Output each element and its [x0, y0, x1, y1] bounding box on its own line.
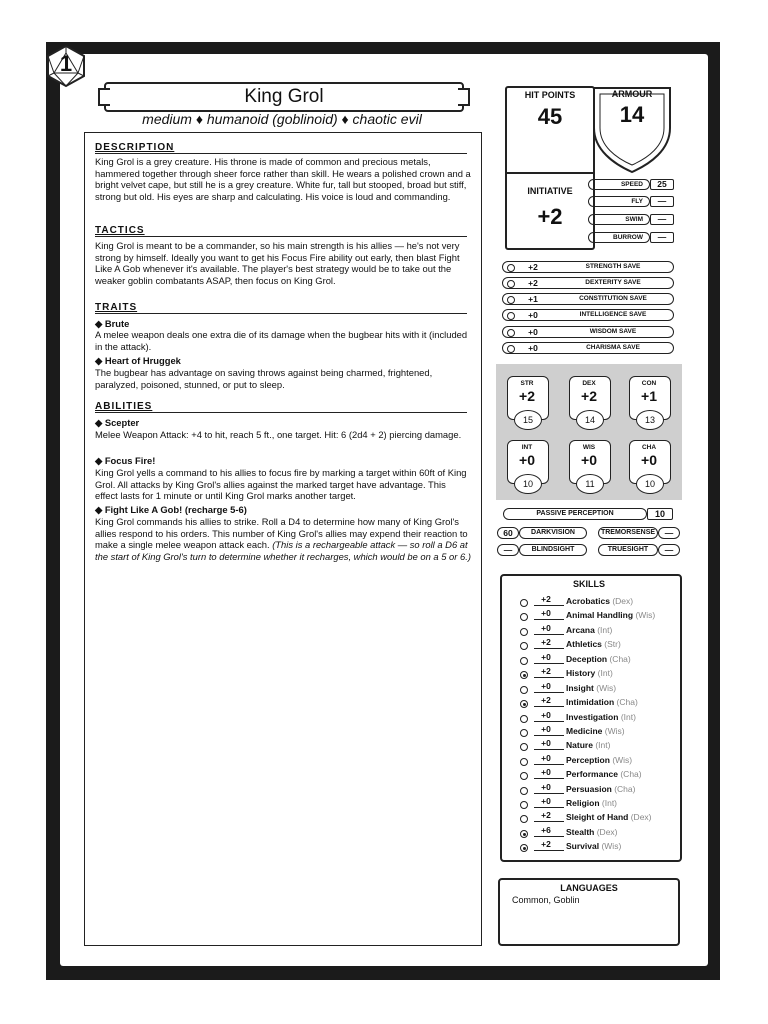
skill-mod: +2 — [541, 695, 551, 705]
ability-abbr: STR — [520, 380, 534, 387]
traits-heading: TRAITS — [95, 302, 138, 313]
armour-value: 14 — [619, 102, 645, 127]
divider — [534, 605, 564, 606]
divider — [534, 663, 564, 664]
divider — [534, 619, 564, 620]
speed-row — [588, 196, 676, 208]
name-banner — [104, 82, 464, 112]
skill-mod: +0 — [541, 681, 551, 691]
ability-score-value: 10 — [514, 474, 542, 494]
ability-mod: +0 — [581, 452, 597, 468]
divider — [534, 692, 564, 693]
skill-name: Acrobatics (Dex) — [566, 596, 634, 606]
skill-mod: +2 — [541, 666, 551, 676]
divider — [534, 778, 564, 779]
save-mod: +1 — [528, 294, 538, 304]
ability-mod: +0 — [519, 452, 535, 468]
armour-shield — [590, 84, 674, 174]
divider — [507, 172, 593, 174]
trait-title: ◆ Brute — [95, 318, 130, 329]
skill-row — [520, 668, 680, 682]
save-name: CHARISMA SAVE — [586, 344, 640, 351]
ability-score-value: 10 — [636, 474, 664, 494]
skill-name: Perception (Wis) — [566, 755, 633, 765]
blindsight-value: — — [497, 544, 519, 556]
ability-score-con — [627, 372, 671, 432]
creature-name: King Grol — [244, 86, 324, 107]
description-heading: DESCRIPTION — [95, 142, 175, 153]
skill-name: History (Int) — [566, 668, 613, 678]
languages-label: LANGUAGES — [560, 883, 618, 893]
skill-row — [520, 769, 680, 783]
ability-score-dex — [567, 372, 611, 432]
hp-value: 45 — [537, 104, 563, 129]
description-text: King Grol is a grey creature. His throne is made of common and precious metals, hammered together through sheer force rather than skill. He wears a polished crown and a bright velvet cape, but still he is a grey creature. White fur, tall but stooped, broad but stiff, strong but old. His eyes are sharp and calculating. His voice is loud and commanding. — [95, 156, 471, 202]
proficiency-dot — [520, 715, 528, 723]
save-name: WISDOM SAVE — [589, 328, 637, 335]
save-mod: +2 — [528, 262, 538, 272]
proficiency-dot — [520, 815, 528, 823]
skill-mod: +2 — [541, 839, 551, 849]
skill-row — [520, 639, 680, 653]
ability-score-wis — [567, 436, 611, 496]
divider — [534, 807, 564, 808]
speed-row — [588, 232, 676, 244]
tremorsense-value: — — [658, 527, 680, 539]
skill-mod: +0 — [541, 767, 551, 777]
save-name: STRENGTH SAVE — [585, 263, 641, 270]
proficiency-dot — [520, 613, 528, 621]
skill-name: Intimidation (Cha) — [566, 697, 638, 707]
armour-label: ARMOUR — [611, 89, 653, 99]
proficiency-dot — [520, 628, 528, 636]
ability-mod: +2 — [581, 388, 597, 404]
skill-mod: +2 — [541, 594, 551, 604]
skill-mod: +0 — [541, 782, 551, 792]
divider — [534, 764, 564, 765]
proficiency-dot — [520, 830, 528, 838]
ability-score-value: 15 — [514, 410, 542, 430]
blindsight-label: BLINDSIGHT — [519, 544, 587, 556]
speed-value: — — [650, 232, 674, 243]
skill-name: Stealth (Dex) — [566, 827, 618, 837]
proficiency-dot — [520, 657, 528, 665]
skill-name: Animal Handling (Wis) — [566, 610, 656, 620]
skills-title: SKILLS — [572, 579, 605, 589]
proficiency-dot — [507, 296, 515, 304]
divider — [534, 793, 564, 794]
divider — [534, 735, 564, 736]
ability-abbr: DEX — [582, 380, 596, 387]
skill-name: Religion (Int) — [566, 798, 618, 808]
skill-mod: +0 — [541, 738, 551, 748]
skill-name: Insight (Wis) — [566, 683, 617, 693]
ability-abbr: CHA — [641, 444, 657, 451]
save-mod: +0 — [528, 327, 538, 337]
save-mod: +2 — [528, 278, 538, 288]
divider — [534, 706, 564, 707]
speed-label: FLY — [588, 196, 650, 207]
skill-row — [520, 841, 680, 855]
skill-row — [520, 610, 680, 624]
ability-note: (This is a rechargeable attack — so roll a D6 at the start of King Grol's turn to determine whether it recharges, which would be on a 5 or 6.) — [95, 539, 471, 562]
languages-box — [498, 878, 680, 946]
divider — [534, 850, 564, 851]
skill-mod: +0 — [541, 753, 551, 763]
save-name: CONSTITUTION SAVE — [579, 295, 647, 302]
ability-score-value: 13 — [636, 410, 664, 430]
ability-title: ◆ Focus Fire! — [95, 455, 156, 466]
skill-row — [520, 812, 680, 826]
proficiency-dot — [507, 264, 515, 272]
proficiency-dot — [520, 758, 528, 766]
skill-name: Deception (Cha) — [566, 654, 631, 664]
ability-title: ◆ Fight Like A Gob! (recharge 5-6) — [95, 504, 247, 515]
divider — [534, 677, 564, 678]
ability-title: ◆ Scepter — [95, 417, 140, 428]
skill-mod: +6 — [541, 825, 551, 835]
truesight-label: TRUESIGHT — [598, 544, 658, 556]
skill-name: Arcana (Int) — [566, 625, 613, 635]
ability-abbr: INT — [521, 444, 533, 451]
save-row — [502, 342, 674, 354]
creature-subtitle: medium ♦ humanoid (goblinoid) ♦ chaotic evil — [142, 111, 422, 127]
skill-name: Sleight of Hand (Dex) — [566, 812, 652, 822]
proficiency-dot — [520, 599, 528, 607]
languages-value: Common, Goblin — [512, 895, 580, 905]
divider — [95, 236, 467, 237]
ability-text: Melee Weapon Attack: +4 to hit, reach 5 ft., one target. Hit: 6 (2d4 + 2) piercing damage. — [95, 429, 462, 440]
skill-mod: +2 — [541, 637, 551, 647]
ability-mod: +1 — [641, 388, 657, 404]
proficiency-dot — [507, 280, 515, 288]
ability-abbr: WIS — [582, 444, 596, 451]
save-row — [502, 277, 674, 289]
proficiency-dot — [520, 787, 528, 795]
divider — [95, 412, 467, 413]
hp-label: HIT POINTS — [524, 90, 576, 100]
ability-text: King Grol commands his allies to strike. Roll a D4 to determine how many of King Grol's allies respond to his orders. This number of King Grol's allies may expend their reaction to make a single melee weapon attack each. (This is a rechargeable attack — so roll a D6 at the start of King Grol's turn to determine whether it recharges, which would be on a 5 or 6.) — [95, 516, 471, 562]
proficiency-dot — [520, 844, 528, 852]
ability-abbr: CON — [641, 380, 657, 387]
skill-name: Nature (Int) — [566, 740, 611, 750]
ability-score-int — [505, 436, 549, 496]
speed-label: SPEED — [588, 179, 650, 190]
skill-mod: +0 — [541, 623, 551, 633]
skill-mod: +2 — [541, 810, 551, 820]
abilities-heading: ABILITIES — [95, 401, 153, 412]
proficiency-dot — [507, 345, 515, 353]
trait-title: ◆ Heart of Hruggek — [95, 355, 181, 366]
skill-mod: +0 — [541, 796, 551, 806]
skill-row — [520, 697, 680, 711]
proficiency-dot — [520, 671, 528, 679]
save-name: INTELLIGENCE SAVE — [579, 311, 647, 318]
skill-mod: +0 — [541, 710, 551, 720]
proficiency-dot — [520, 772, 528, 780]
proficiency-dot — [520, 729, 528, 737]
darkvision-value: 60 — [497, 527, 519, 539]
proficiency-dot — [507, 312, 515, 320]
skill-mod: +0 — [541, 608, 551, 618]
tremorsense-label: TREMORSENSE — [598, 527, 658, 539]
initiative-label: INITIATIVE — [527, 186, 573, 196]
save-mod: +0 — [528, 310, 538, 320]
proficiency-dot — [520, 686, 528, 694]
passive-perception-value: 10 — [647, 508, 673, 520]
save-row — [502, 326, 674, 338]
proficiency-dot — [520, 700, 528, 708]
skill-name: Investigation (Int) — [566, 712, 636, 722]
speed-value: 25 — [650, 179, 674, 190]
proficiency-dot — [520, 801, 528, 809]
divider — [534, 634, 564, 635]
skill-name: Survival (Wis) — [566, 841, 622, 851]
proficiency-dot — [520, 642, 528, 650]
ability-text: King Grol yells a command to his allies to focus fire by marking a target within 60ft of King Grol. All attacks by King Grol's allies against the marked target have advantage. This effect lasts for 1 minute or until King Grol marks another target. — [95, 467, 467, 502]
proficiency-dot — [507, 329, 515, 337]
divider — [534, 821, 564, 822]
darkvision-label: DARKVISION — [519, 527, 587, 539]
ability-score-value: 11 — [576, 474, 604, 494]
divider — [95, 153, 467, 154]
save-mod: +0 — [528, 343, 538, 353]
ability-score-value: 14 — [576, 410, 604, 430]
speed-label: BURROW — [588, 232, 650, 243]
passive-perception-label: PASSIVE PERCEPTION — [503, 508, 647, 520]
skill-name: Persuasion (Cha) — [566, 784, 636, 794]
hp-initiative-box — [505, 86, 595, 250]
speed-label: SWIM — [588, 214, 650, 225]
trait-text: The bugbear has advantage on saving throws against being charmed, frightened, paralyzed, poisoned, stunned, or put to sleep. — [95, 367, 433, 390]
trait-text: A melee weapon deals one extra die of its damage when the bugbear hits with it (included in the attack). — [95, 329, 468, 352]
save-row — [502, 261, 674, 273]
truesight-value: — — [658, 544, 680, 556]
ability-mod: +0 — [641, 452, 657, 468]
tactics-heading: TACTICS — [95, 225, 145, 236]
initiative-value: +2 — [537, 204, 563, 229]
ability-score-str — [505, 372, 549, 432]
skill-mod: +0 — [541, 652, 551, 662]
divider — [534, 836, 564, 837]
tactics-text: King Grol is meant to be a commander, so his main strength is his allies — he's not very strong by himself. Ideally you want to get his Focus Fire ability out early, then blast Fight Like A Gob whenever it's available. The player's best strategy would be to take out the weaker goblin combatants ASAP, then focus on King Grol. — [95, 240, 460, 286]
ability-mod: +2 — [519, 388, 535, 404]
save-row — [502, 309, 674, 321]
skill-mod: +0 — [541, 724, 551, 734]
d20-icon — [44, 44, 88, 88]
page-number: 1 — [59, 51, 73, 76]
save-name: DEXTERITY SAVE — [585, 279, 641, 286]
divider — [534, 749, 564, 750]
speed-row — [588, 214, 676, 226]
skill-name: Medicine (Wis) — [566, 726, 625, 736]
speed-value: — — [650, 196, 674, 207]
speed-row — [588, 179, 676, 191]
speed-value: — — [650, 214, 674, 225]
divider — [534, 721, 564, 722]
divider — [95, 313, 467, 314]
proficiency-dot — [520, 743, 528, 751]
skill-name: Athletics (Str) — [566, 639, 621, 649]
skill-name: Performance (Cha) — [566, 769, 642, 779]
skill-row — [520, 740, 680, 754]
divider — [534, 648, 564, 649]
ability-score-cha — [627, 436, 671, 496]
save-row — [502, 293, 674, 305]
